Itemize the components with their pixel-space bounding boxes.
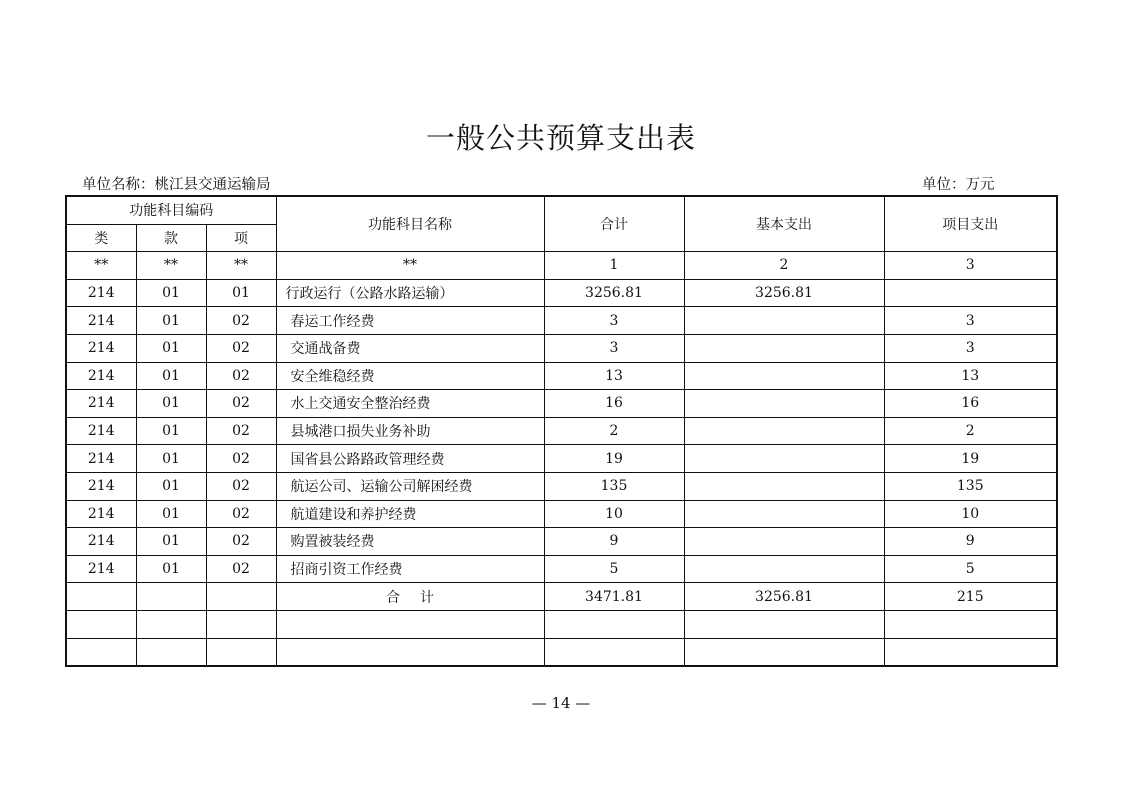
index-cell: 1 [544, 252, 684, 280]
empty-row [66, 638, 1057, 666]
kuan-cell: 01 [136, 445, 206, 473]
name-cell: 招商引资工作经费 [276, 555, 544, 583]
xiang-cell: 02 [206, 334, 276, 362]
table-row [66, 390, 1057, 418]
kuan-cell: 01 [136, 500, 206, 528]
xiang-cell: 02 [206, 528, 276, 556]
project-cell: 2 [884, 417, 1057, 445]
total-cell: 3256.81 [544, 279, 684, 307]
header-kuan: 款 [136, 224, 206, 252]
header-lei: 类 [66, 224, 136, 252]
header-name: 功能科目名称 [276, 196, 544, 252]
xiang-cell: 02 [206, 362, 276, 390]
empty-cell [136, 583, 206, 611]
xiang-cell: 02 [206, 307, 276, 335]
project-cell: 13 [884, 362, 1057, 390]
basic-cell [684, 472, 884, 500]
total-cell: 3 [544, 334, 684, 362]
name-cell: 行政运行（公路水路运输） [276, 279, 544, 307]
budget-table [65, 195, 1058, 667]
project-cell: 3 [884, 334, 1057, 362]
lei-cell: 214 [66, 500, 136, 528]
xiang-cell: 02 [206, 390, 276, 418]
kuan-cell: 01 [136, 472, 206, 500]
name-cell: 国省县公路路政管理经费 [276, 445, 544, 473]
xiang-cell: 02 [206, 500, 276, 528]
project-cell: 10 [884, 500, 1057, 528]
total-cell: 5 [544, 555, 684, 583]
empty-cell [206, 638, 276, 666]
kuan-cell: 01 [136, 555, 206, 583]
table-row [66, 555, 1057, 583]
basic-cell [684, 417, 884, 445]
table-row [66, 279, 1057, 307]
basic-cell [684, 445, 884, 473]
table-row [66, 528, 1057, 556]
unit-label: 单位：万元 [922, 177, 995, 193]
name-cell: 水上交通安全整治经费 [276, 390, 544, 418]
xiang-cell: 02 [206, 472, 276, 500]
empty-cell [66, 583, 136, 611]
total-cell: 135 [544, 472, 684, 500]
index-cell: ** [136, 252, 206, 280]
total-cell: 16 [544, 390, 684, 418]
total-cell: 3 [544, 307, 684, 335]
basic-cell [684, 500, 884, 528]
empty-cell [136, 610, 206, 638]
name-cell: 购置被装经费 [276, 528, 544, 556]
index-row [66, 252, 1057, 280]
total-cell: 2 [544, 417, 684, 445]
project-cell [884, 279, 1057, 307]
empty-cell [136, 638, 206, 666]
total-cell: 19 [544, 445, 684, 473]
project-cell: 3 [884, 307, 1057, 335]
lei-cell: 214 [66, 417, 136, 445]
header-xiang: 项 [206, 224, 276, 252]
lei-cell: 214 [66, 528, 136, 556]
name-cell: 县城港口损失业务补助 [276, 417, 544, 445]
empty-cell [544, 638, 684, 666]
empty-row [66, 610, 1057, 638]
index-cell: ** [66, 252, 136, 280]
empty-cell [684, 638, 884, 666]
empty-cell [276, 610, 544, 638]
kuan-cell: 01 [136, 334, 206, 362]
index-cell: ** [276, 252, 544, 280]
table-row [66, 445, 1057, 473]
project-cell: 16 [884, 390, 1057, 418]
project-cell: 5 [884, 555, 1057, 583]
header-basic: 基本支出 [684, 196, 884, 252]
table-row [66, 472, 1057, 500]
empty-cell [684, 610, 884, 638]
xiang-cell: 02 [206, 445, 276, 473]
page-title: 一般公共预算支出表 [425, 121, 696, 155]
header-code-group: 功能科目编码 [66, 196, 276, 224]
lei-cell: 214 [66, 362, 136, 390]
basic-cell [684, 307, 884, 335]
basic-cell: 3256.81 [684, 279, 884, 307]
lei-cell: 214 [66, 279, 136, 307]
header-total: 合计 [544, 196, 684, 252]
lei-cell: 214 [66, 445, 136, 473]
table-row [66, 362, 1057, 390]
basic-cell [684, 334, 884, 362]
table-row [66, 334, 1057, 362]
total-label: 合计 [276, 583, 544, 611]
header-project: 项目支出 [884, 196, 1057, 252]
name-cell: 航道建设和养护经费 [276, 500, 544, 528]
lei-cell: 214 [66, 307, 136, 335]
index-cell: 2 [684, 252, 884, 280]
table-row [66, 417, 1057, 445]
kuan-cell: 01 [136, 528, 206, 556]
unit-name-label: 单位名称：桃江县交通运输局 [82, 177, 271, 193]
page-number: — 14 — [531, 694, 591, 712]
kuan-cell: 01 [136, 417, 206, 445]
basic-cell [684, 555, 884, 583]
lei-cell: 214 [66, 390, 136, 418]
kuan-cell: 01 [136, 362, 206, 390]
total-row [66, 583, 1057, 611]
name-cell: 交通战备费 [276, 334, 544, 362]
name-cell: 航运公司、运输公司解困经费 [276, 472, 544, 500]
kuan-cell: 01 [136, 279, 206, 307]
lei-cell: 214 [66, 334, 136, 362]
index-cell: ** [206, 252, 276, 280]
basic-cell [684, 528, 884, 556]
basic-sum-cell: 3256.81 [684, 583, 884, 611]
table-row [66, 307, 1057, 335]
project-cell: 19 [884, 445, 1057, 473]
empty-cell [544, 610, 684, 638]
total-cell: 9 [544, 528, 684, 556]
project-cell: 135 [884, 472, 1057, 500]
xiang-cell: 02 [206, 555, 276, 583]
empty-cell [206, 610, 276, 638]
project-sum-cell: 215 [884, 583, 1057, 611]
empty-cell [206, 583, 276, 611]
empty-cell [884, 610, 1057, 638]
total-cell: 13 [544, 362, 684, 390]
empty-cell [66, 638, 136, 666]
total-cell: 10 [544, 500, 684, 528]
empty-cell [66, 610, 136, 638]
xiang-cell: 02 [206, 417, 276, 445]
kuan-cell: 01 [136, 390, 206, 418]
name-cell: 春运工作经费 [276, 307, 544, 335]
xiang-cell: 01 [206, 279, 276, 307]
kuan-cell: 01 [136, 307, 206, 335]
empty-cell [884, 638, 1057, 666]
empty-cell [276, 638, 544, 666]
basic-cell [684, 362, 884, 390]
total-sum-cell: 3471.81 [544, 583, 684, 611]
index-cell: 3 [884, 252, 1057, 280]
lei-cell: 214 [66, 472, 136, 500]
lei-cell: 214 [66, 555, 136, 583]
table-row [66, 500, 1057, 528]
project-cell: 9 [884, 528, 1057, 556]
basic-cell [684, 390, 884, 418]
name-cell: 安全维稳经费 [276, 362, 544, 390]
